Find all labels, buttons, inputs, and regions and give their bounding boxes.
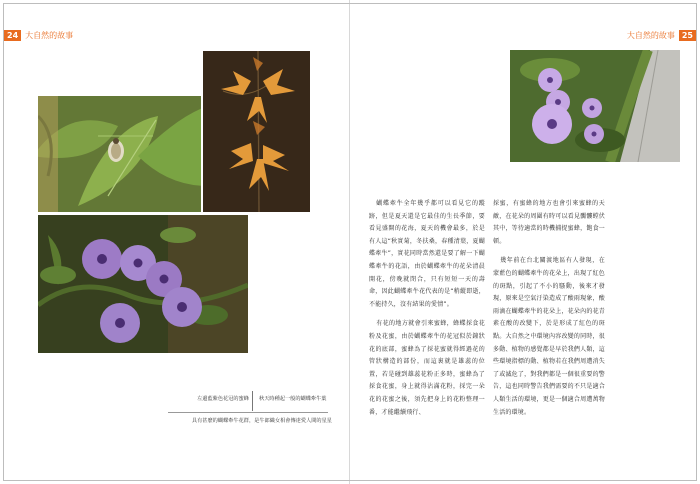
beetle-on-leaf-photo [38, 96, 201, 212]
caption-divider [252, 391, 253, 411]
article-paragraph: 有花的地方就會引來蜜蜂，蜂蝶採食花粉及花蜜，由於蝴蝶牽牛的花冠似於鐘狀花的底部，蜜蜂為了採花蜜就得經過花的管狀構造的部份，而這裏就是雄蕊的位置，若是碰到雄蕊花粉正多時，蜜蜂為了採食花蜜，身上就得沾滿花粉，採完一朵花的花蜜之後，須先把身上的花粉整理一番，才能繼續飛行、 [369, 320, 485, 416]
caption-left-photo: 左邊藍紫色花冠的蜜蜂 [197, 396, 249, 402]
article-paragraph: 採蜜，有蜜蜂的地方也會引來蜜蜂的天敵，在花朵的周圍有時可以看見髑髏螳伏其中，等待適當的時機捕捉蜜蜂，飽食一頓。 [493, 200, 605, 245]
right-page-header [623, 29, 696, 41]
morning-glory-flowers-photo [38, 215, 248, 353]
caption-right-photo: 秋天時種起一般的蝴蝶牽牛葉 [259, 396, 327, 402]
article-column-1 [369, 198, 485, 426]
autumn-leaves-photo [203, 51, 310, 212]
right-running-title: 大自然的故事 [626, 30, 675, 40]
article-column-2 [493, 198, 605, 426]
flowers-by-path-photo [510, 50, 680, 162]
left-running-title: 大自然的故事 [25, 30, 74, 40]
article-paragraph: 蝴蝶牽牛全年幾乎都可以看見它的蹤跡，但是夏天還是它最佳的生長季節，要看見盛開的花海，夏天的機會最多，於是有人這“秋實菊，冬扶桑，春種清葉，夏蝴蝶牽牛”，實花同時當然還是要了解一下蝴蝶牽牛的花語，由於蝴蝶牽牛的花朵清晨開花，傍晚就閉合，只有短短一天的壽命，因此蝴蝶牽牛花代表的是“稍縱即逝，不能持久，沒有結果的愛情”。 [369, 200, 485, 308]
caption-rule [168, 412, 328, 413]
left-page-number: 24 [4, 30, 21, 41]
right-page-number: 25 [679, 30, 696, 41]
article-paragraph: 幾年前在台北關渡地區有人發現，在蒙藍色的蝴蝶牽牛的花朵上，出現了紅色的斑點，引起了不小的騷動，後來才發現，原來是空氣汙染造成了酸雨現象，酸雨滴在蝴蝶牽牛的花朵上，花朵內的花青素在酸的改變下，於是形成了紅色的斑點。大自然之中環境內容改變的同時，很多動、植物的感覺都是早於我們人類，這些環境指標的動、植物若在我們周遭消失了或滅危了，對我們都是一個很重要的警告，這也同時警告我們需要的不只是適合人類生活的環境，更是一個適合周遭萬物生活的環境。 [493, 257, 605, 416]
left-page-header [4, 29, 77, 41]
caption-bottom: 具有甚麼的蝴蝶牽牛花群，是牛郎織女相會傳達愛人間的星星 [191, 418, 332, 424]
